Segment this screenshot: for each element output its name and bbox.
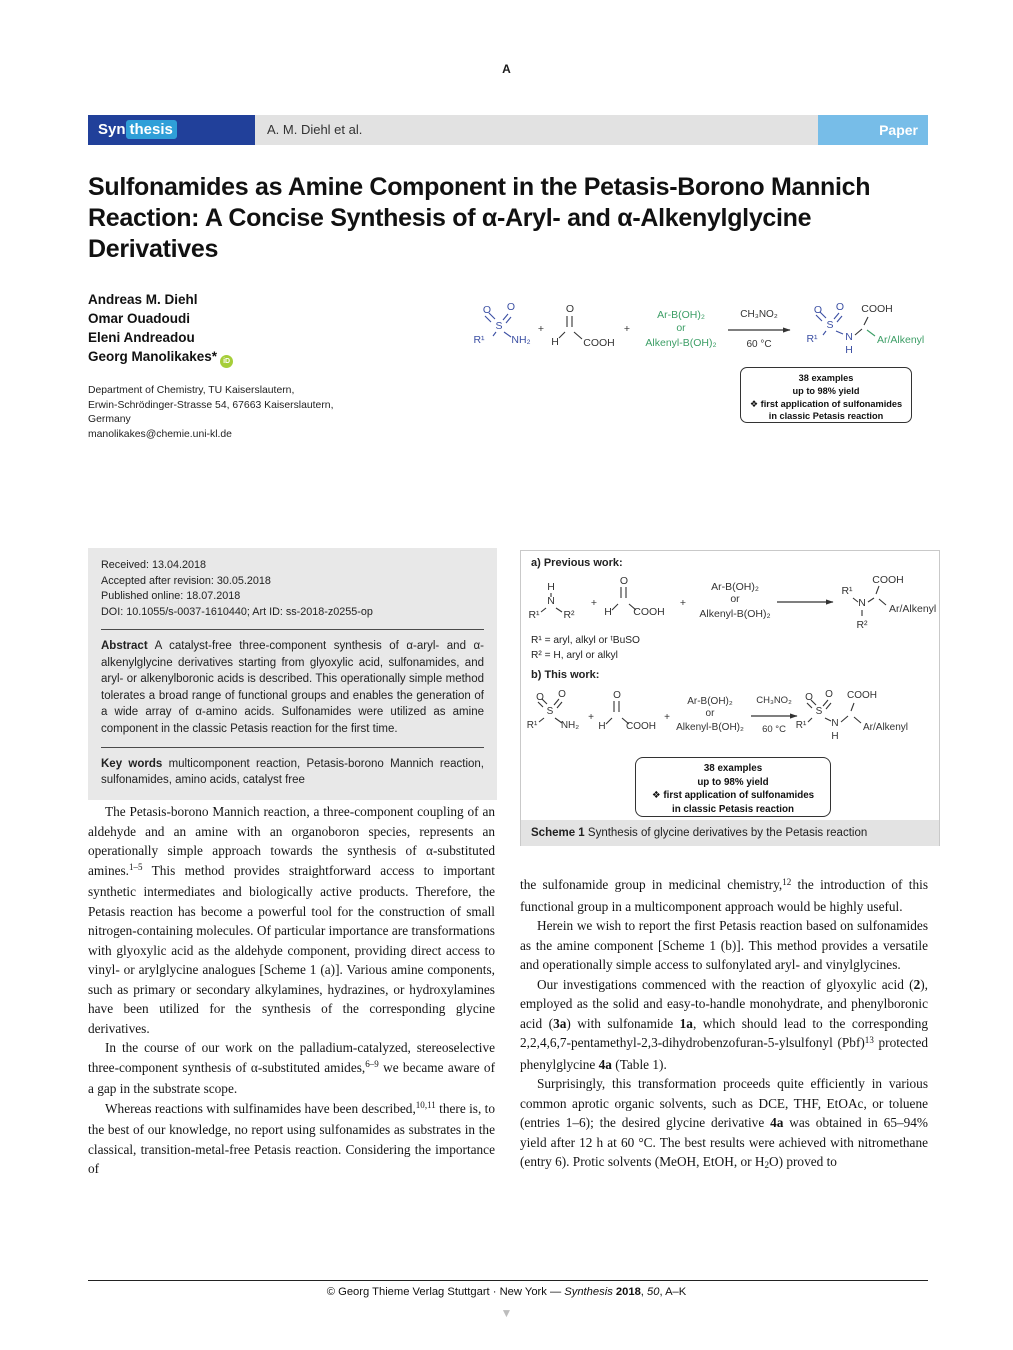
atom-label: R² [563,609,575,621]
atom-label: O [536,692,544,703]
title-line: Sulfonamides as Amine Component in the Petasis-Borono Mannich [88,173,871,201]
paragraph: the sulfonamide group in medicinal chemistry,$^{12}$ the introduction of this functional group in a multicomponent approach would be highly useful. [520,876,928,914]
author-name: Andreas M. Diehl [88,292,198,307]
logo-thesis-highlight: thesis [126,120,177,139]
atom-label: H [551,336,559,348]
atom-label: R¹ [526,720,538,731]
divider [101,629,484,630]
atom-label: COOH [872,574,904,586]
atom-labels-blue [806,301,852,356]
glyoxylic-acid-structure [538,303,630,349]
paragraph: Herein we wish to report the first Petasis reaction based on sulfonamides as the amine component [Scheme 1 (b)]. This method provides a versatile and operationally simple access to sulfonylated aryl- and vinylglycines. [520,918,928,972]
scheme1b-content [527,689,908,742]
author-name: Eleni Andreadou [88,330,195,345]
orcid-icon: iD [220,355,233,368]
scheme1a-content [528,574,936,631]
reagent-label: or [730,593,740,605]
atom-label: O [619,575,629,587]
highlight-line: 38 examples [798,373,854,383]
author-name: Georg Manolikakes* [88,349,218,364]
atom-label: R² [856,619,868,631]
atom-label: N [831,718,839,729]
atom-label: R¹ [528,609,540,621]
atom-label: NH₂ [560,720,580,731]
divider [101,747,484,748]
title-line: Reaction: A Concise Synthesis of α-Aryl- and α-Alkenylglycine [88,204,812,232]
atom-label: COOH [633,606,665,618]
affiliation-line: Erwin-Schrödinger-Strasse 54, 67663 Kaiserslautern, [88,399,334,411]
atom-label: S [815,706,823,717]
atom-label: COOH [847,690,877,701]
highlight-line: in classic Petasis reaction [672,803,794,815]
atom-label: O [805,692,813,703]
page-letter: A [502,62,511,76]
abstract-paragraph: Abstract A catalyst-free three-component synthesis of α-aryl- and α-alkenylglycine derivatives starting from glyoxylic acid, sulfonamides, and aryl- or alkenylboronic acids is described. This operationally simple method tolerates a broad range of functional groups and enables the generation of a wide array of α-amino acids. Sulfonamides were utilized as amine component in the classic Petasis reaction for the first time. [101,640,484,735]
atom-label: S [826,319,834,331]
scheme-part-a-label: a) Previous work: [531,557,623,569]
scheme-caption: Scheme 1 Synthesis of glycine derivatives by the Petasis reaction [521,820,939,846]
paragraph: Our investigations commenced with the reaction of glyoxylic acid (2), employed as the solid and easy-to-handle monohydrate, and phenylboronic acid (3a) with sulfonamide 1a, which should lead to the corresponding 2,2,4,6,7-pentamethyl-2,3-dihydrobenzofuran-5-ylsulfonyl (Pbf)$^{13}$ protected phenylglycine 4a (Table 1). [520,976,928,1072]
plus-sign: + [588,712,594,723]
atom-label: O [565,303,575,315]
atom-label: O [825,689,833,700]
highlight-line: up to 98% yield [792,385,860,396]
atom-label: O [613,690,621,701]
reagent-label: Alkenyl-B(OH)₂ [699,608,771,620]
doi-line: DOI: 10.1055/s-0037-1610440; Art ID: ss-2018-z0255-op [101,605,373,618]
reagent-label: or [705,708,715,719]
product-structure [806,301,924,356]
body-left-column [88,802,495,1179]
atom-label: H [547,581,555,593]
bonds [855,317,868,335]
running-head: A. M. Diehl et al. [255,115,818,145]
atom-label: R¹ [473,334,485,346]
logo-syn: Syn [98,121,126,138]
plus-sign: + [537,323,545,335]
atom-label: COOH [583,337,615,349]
highlight-line: ❖ first application of sulfonamides [651,790,815,801]
r2-definition: R² = H, aryl or alkyl [531,650,618,661]
keywords-paragraph: Key words multicomponent reaction, Petasis-borono Mannich reaction, sulfonamides, amino acids, catalyst free [101,757,484,787]
atom-label: R¹ [795,720,807,731]
reagent-label: Alkenyl-B(OH)₂ [645,337,717,349]
received-date: Received: 13.04.2018 [101,559,207,571]
atom-label: R¹ [841,585,853,597]
affiliation-line: Department of Chemistry, TU Kaiserslautern, [88,385,295,396]
paragraph: Surprisingly, this transformation proceeds quite efficiently in various common aprotic organic solvents, such as DCE, THF, EtOAc, or toluene (entries 1–6); the desired glycine derivative 4a was obtained in 65–94% yield after 12 h at 60 °C. The best results were achieved with nitromethane (entry 6). Protic solvents (MeOH, EtOH, or H2O) proved to [520,1076,928,1171]
article-type-badge: Paper [818,115,928,145]
affiliation-block [88,384,418,442]
article-meta-box [88,548,497,800]
highlight-line: up to 98% yield [697,776,769,788]
title-line: Derivatives [88,235,219,263]
condition-label: 60 °C [746,339,772,350]
atom-label: R¹ [806,333,818,345]
graphical-abstract-scheme [466,283,936,365]
condition-label: CH₃NO₂ [756,695,792,706]
condition-label: CH₃NO₂ [740,309,778,320]
atom-label: O [506,301,516,313]
atom-label: N [845,331,853,343]
atom-label: O [558,689,566,700]
reaction-arrow-group [728,309,790,350]
reagent-label: Alkenyl-B(OH)₂ [676,722,744,733]
atom-label: NH₂ [511,334,531,346]
product-label: Ar/Alkenyl [863,722,909,733]
author-list [88,290,388,366]
atom-label: O [482,304,492,316]
bond [867,330,875,336]
footer-rule [88,1280,928,1281]
reagent-label: Ar-B(OH)₂ [687,696,733,707]
paragraph: In the course of our work on the palladium-catalyzed, stereoselective three-component synthesis of α-substituted amides,$^{6-9}$ we became aware of a gap in the substrate scope. [88,1040,495,1096]
highlights-box [635,757,831,817]
page-end-marker-icon: ▼ [500,1306,513,1320]
body-right-column [520,875,928,1174]
bonds [559,316,582,339]
r1-definition: R¹ = aryl, alkyl or ᵗBuSO [531,635,640,646]
author-email: manolikakes@chemie.uni-kl.de [88,428,232,440]
plus-sign: + [679,597,687,609]
highlight-line: in classic Petasis reaction [768,411,884,422]
paragraph: Whereas reactions with sulfinamides have been described,$^{10,11}$ there is, to the best of our knowledge, no report using sulfonamides as substrates in the classical, transition-metal-free Petasis reaction. Considering the importance of [88,1100,495,1176]
plus-sign: + [590,597,598,609]
scheme1-figure [520,550,940,846]
boronic-acid-reagents [645,309,716,349]
published-date: Published online: 18.07.2018 [101,590,241,602]
atom-label: O [813,304,823,316]
product-label: Ar/Alkenyl [889,603,937,615]
scheme1b-structures [521,683,941,757]
product-label: Ar/Alkenyl [877,334,925,346]
article-title [88,172,936,265]
atom-label: S [546,706,554,717]
reagent-label: Ar-B(OH)₂ [657,309,705,321]
highlights-box [740,367,912,423]
plus-sign: + [664,712,670,723]
corresponding-author [88,347,388,366]
condition-label: 60 °C [762,724,786,735]
atom-label: H [831,731,839,742]
dates-block [101,558,484,620]
highlight-line: 38 examples [703,763,763,774]
footer-copyright: © Georg Thieme Verlag Stuttgart · New York — Synthesis 2018, 50, A–K [326,1286,687,1298]
scheme-part-b-label: b) This work: [531,669,600,681]
paragraph: The Petasis-borono Mannich reaction, a three-component coupling of an aldehyde and an amine with an organoboron species, represents an operationally simple approach towards the synthesis of α-substituted amines.$^{1-5}$ This method provides straightforward access to important synthetic intermediates and biologically active products. Therefore, the Petasis reaction has become a powerful tool for the construction of small nitrogen-containing molecules. Of particular importance are transformations with glyoxylic acid as the aldehyde component, providing direct access to vinyl- or arylglycine analogues [Scheme 1 (a)]. Various amine components, such as primary or secondary alkylamines, hydrazines, or hydroxylamines have been utilized for the synthesis of the corresponding glycine derivatives. [88,804,495,1036]
highlight-line: ❖ first application of sulfonamides [749,398,903,409]
atom-label: H [845,344,853,356]
atom-label: S [495,320,503,332]
atom-label: N [858,597,866,609]
journal-logo [88,115,255,145]
atom-label: H [598,721,606,732]
atom-label: O [835,301,845,313]
accepted-date: Accepted after revision: 30.05.2018 [101,574,271,587]
sulfonamide-structure [473,301,530,346]
atom-label: N [547,595,555,607]
author-name: Omar Ouadoudi [88,311,191,326]
affiliation-line: Germany [88,414,131,426]
atom-label: COOH [861,303,893,315]
atom-label: H [604,606,612,618]
reagent-label: Ar-B(OH)₂ [711,581,759,593]
atom-label: COOH [626,721,656,732]
reagent-label: or [676,322,686,334]
plus-sign: + [623,323,631,335]
